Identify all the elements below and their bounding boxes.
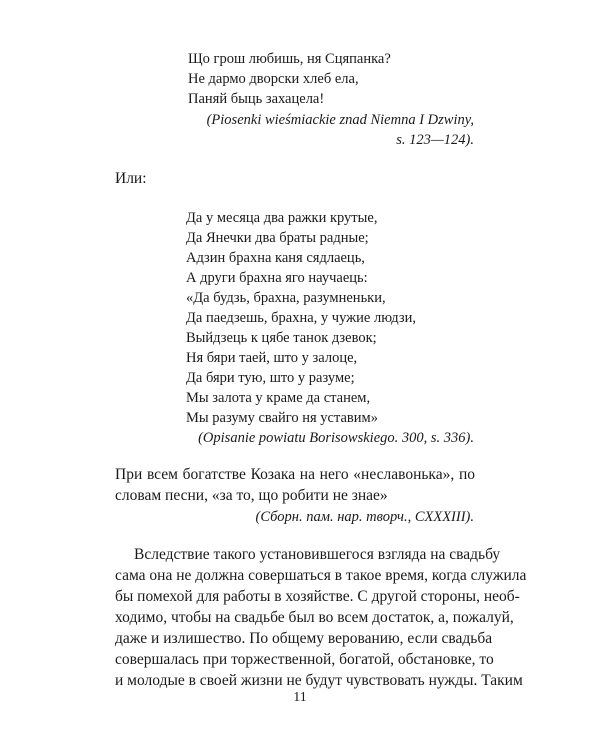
verse2-line-5: «Да будзь, брахна, разумненьки, [186, 290, 386, 306]
verse2-line-4: А други брахна яго научаець: [186, 270, 368, 286]
verse2-source: (Opisanie powiatu Borisowskiego. 300, s. 336). [198, 430, 474, 446]
verse1-line-3: Паняй быць захацела! [188, 91, 325, 107]
connector-text: Или: [115, 170, 147, 187]
para2-line-4: ходимо, чтобы на свадьбе был во всем достаток, а, пожалуй, [115, 609, 514, 626]
verse2-line-6: Да паедзешь, брахна, у чужие людзи, [186, 310, 416, 326]
para2-line-5: даже и излишество. По общему верованию, если свадьба [115, 630, 493, 647]
page-number: 11 [293, 690, 307, 705]
para1-source: (Сборн. пам. нар. творч., CXXXIII). [255, 509, 474, 525]
para1-line-1: При всем богатстве Козака на него «неславонька», по [115, 466, 475, 483]
para2-line-1: Вследствие такого установившегося взгляда на свадьбу [134, 546, 501, 563]
verse2-line-7: Выйдзець к цябе танок дзевок; [186, 330, 377, 346]
para2-line-6: совершалась при торжественной, богатой, обстановке, то [115, 651, 494, 668]
verse2-line-9: Да бяри тую, што у разуме; [186, 370, 355, 386]
verse2-line-3: Адзин брахна каня сядлаець, [186, 250, 365, 266]
para2-line-3: бы помехой для работы в хозяйстве. С другой стороны, необ- [115, 588, 520, 605]
para2-line-7: и молодые в своей жизни не будут чувствовать нужды. Таким [115, 672, 523, 689]
verse1-line-1: Що грош любишь, ня Сцяпанка? [188, 51, 391, 67]
verse1-line-2: Не дармо дворски хлеб ела, [188, 71, 359, 87]
verse1-source-line-1: (Piosenki wieśmiackie znad Niemna I Dzwiny, [206, 112, 474, 128]
para1-line-2: словам песни, «за то, що робити не знае» [115, 487, 388, 504]
verse1-source-line-2: s. 123—124). [396, 132, 474, 148]
verse2-line-8: Ня бяри таей, што у залоце, [186, 350, 358, 366]
verse2-line-2: Да Янечки два браты радные; [186, 230, 369, 246]
para2-line-2: сама она не должна совершаться в такое время, когда служила [115, 567, 527, 584]
verse2-line-1: Да у месяца два ражки крутые, [186, 210, 378, 226]
verse2-line-11: Мы разуму свайго ня уставим» [186, 410, 378, 426]
verse2-line-10: Мы залота у краме да станем, [186, 390, 371, 406]
